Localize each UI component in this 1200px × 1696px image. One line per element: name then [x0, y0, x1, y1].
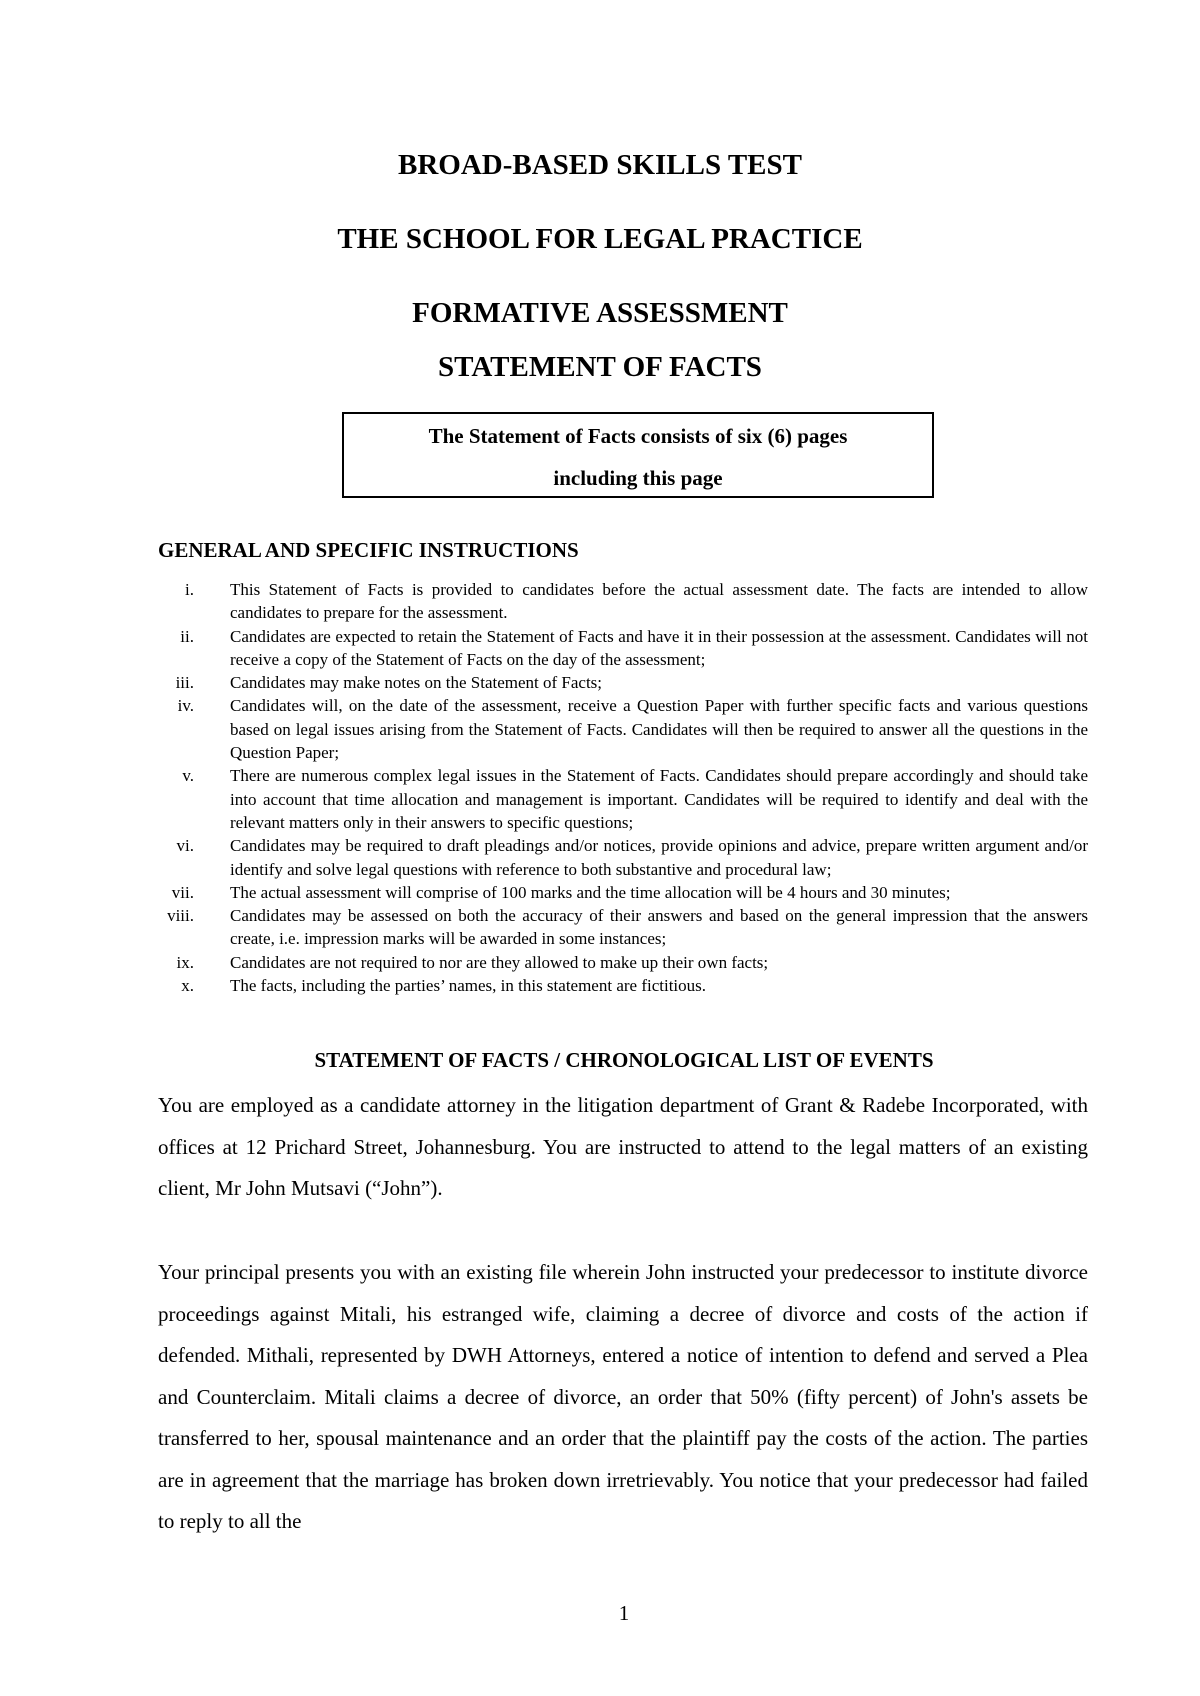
- instruction-text: There are numerous complex legal issues in the Statement of Facts. Candidates should prepare accordingly and should take into account that time allocation and management is important. Candidates will be required to identify and deal with the relevant matters only in their answers to specific questions;: [230, 766, 1088, 832]
- instruction-number: vi.: [176, 836, 194, 856]
- instruction-item: [150, 671, 1088, 694]
- facts-paragraph-1: You are employed as a candidate attorney in the litigation department of Grant & Radebe Incorporated, with offices at 12 Prichard Street, Johannesburg. You are instructed to attend to the legal matters of an existing client, Mr John Mutsavi (“John”).: [158, 1093, 1088, 1200]
- instruction-item: [150, 834, 1088, 881]
- page-number: 1: [618, 1601, 630, 1625]
- instructions-list: [150, 578, 1088, 997]
- instruction-number: iii.: [175, 673, 194, 693]
- instruction-text: Candidates may be required to draft pleadings and/or notices, provide opinions and advice, prepare written argument and/or identify and solve legal questions with reference to both substantive and procedural law;: [230, 836, 1088, 879]
- instructions-heading: GENERAL AND SPECIFIC INSTRUCTIONS: [158, 538, 579, 562]
- instruction-text: Candidates may be assessed on both the accuracy of their answers and based on the general impression that the answers create, i.e. impression marks will be awarded in some instances;: [230, 906, 1088, 949]
- instruction-text: The actual assessment will comprise of 100 marks and the time allocation will be 4 hours and 30 minutes;: [230, 882, 951, 902]
- instruction-item: [150, 881, 1088, 904]
- notice-line-1: The Statement of Facts consists of six (6) pages: [428, 424, 848, 448]
- instruction-item: [150, 974, 1088, 997]
- instruction-item: [150, 694, 1088, 764]
- instruction-number: ix.: [176, 952, 194, 972]
- instruction-text: Candidates are expected to retain the Statement of Facts and have it in their possession at the assessment. Candidates will not receive a copy of the Statement of Facts on the day of the assessment;: [230, 626, 1088, 669]
- instruction-item: [150, 578, 1088, 625]
- chronology-heading: STATEMENT OF FACTS / CHRONOLOGICAL LIST OF EVENTS: [314, 1048, 934, 1072]
- instruction-text: The facts, including the parties’ names, in this statement are fictitious.: [230, 976, 707, 996]
- instruction-text: Candidates may make notes on the Statement of Facts;: [230, 673, 603, 693]
- statement-title: STATEMENT OF FACTS: [438, 351, 762, 383]
- test-title: BROAD-BASED SKILLS TEST: [397, 149, 802, 181]
- instruction-number: iv.: [177, 696, 194, 716]
- instruction-number: i.: [185, 580, 194, 599]
- notice-line-2: including this page: [553, 466, 723, 490]
- instruction-item: [150, 951, 1088, 974]
- instruction-item: [150, 764, 1088, 834]
- instruction-text: This Statement of Facts is provided to candidates before the actual assessment date. The facts are intended to allow candidates to prepare for the assessment.: [230, 580, 1088, 623]
- instruction-number: viii.: [167, 906, 194, 926]
- instruction-number: vii.: [171, 882, 194, 902]
- page-count-notice: [342, 412, 934, 498]
- instruction-number: x.: [181, 976, 194, 996]
- assessment-title: FORMATIVE ASSESSMENT: [412, 297, 788, 329]
- instruction-number: ii.: [180, 626, 194, 646]
- instruction-number: v.: [182, 766, 194, 786]
- school-title: THE SCHOOL FOR LEGAL PRACTICE: [337, 223, 863, 255]
- instruction-text: Candidates are not required to nor are they allowed to make up their own facts;: [230, 952, 769, 972]
- instruction-item: [150, 625, 1088, 672]
- instruction-item: [150, 904, 1088, 951]
- instruction-text: Candidates will, on the date of the assessment, receive a Question Paper with further specific facts and various questions based on legal issues arising from the Statement of Facts. Candidates will then be required to answer all the questions in the Question Paper;: [230, 696, 1088, 763]
- facts-paragraph-2: Your principal presents you with an existing file wherein John instructed your predecessor to institute divorce proceedings against Mitali, his estranged wife, claiming a decree of divorce and costs of the action if defended. Mithali, represented by DWH Attorneys, entered a notice of intention to defend and served a Plea and Counterclaim. Mitali claims a decree of divorce, an order that 50% (fifty percent) of John's assets be transferred to her, spousal maintenance and an order that the plaintiff pay the costs of the action. The parties are in agreement that the marriage has broken down irretrievably. You notice that your predecessor had failed to reply to all the: [158, 1260, 1088, 1533]
